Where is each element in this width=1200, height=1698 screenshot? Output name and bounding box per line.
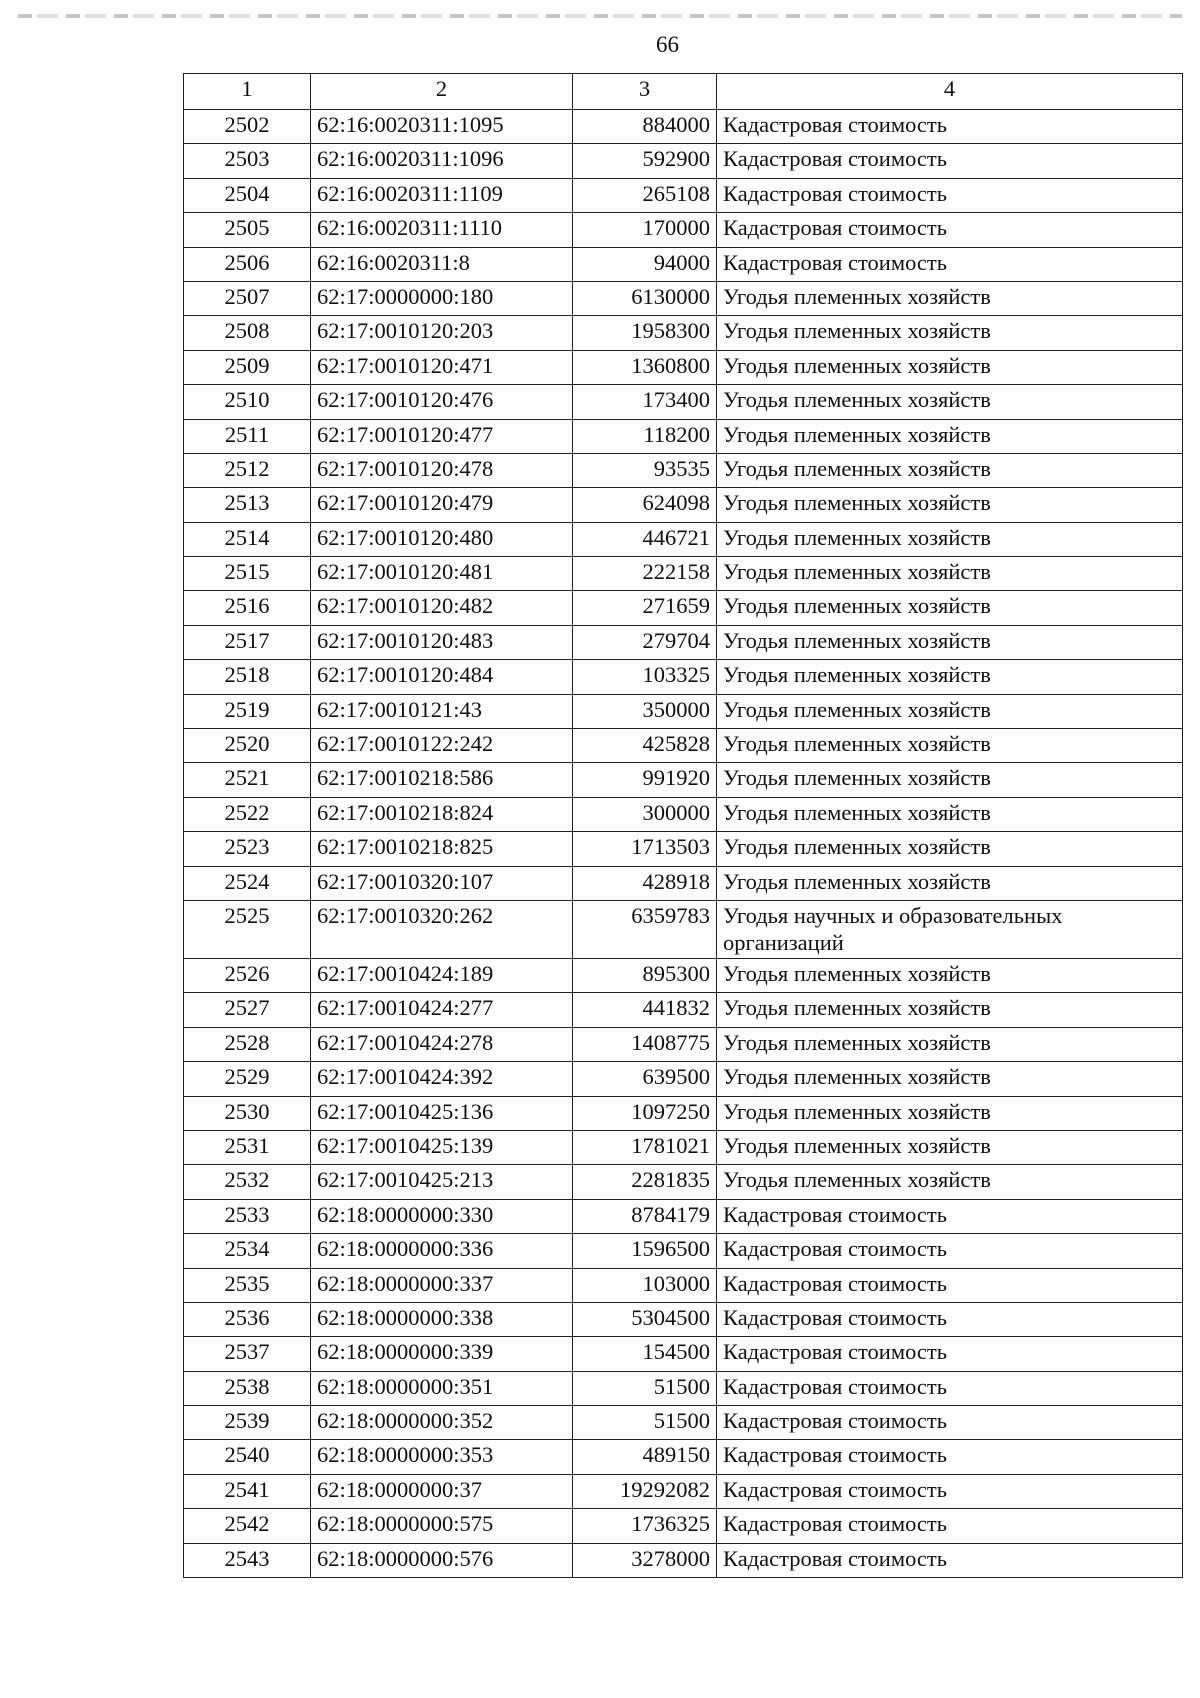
row-number-cell: 2513 xyxy=(184,488,311,522)
value-cell: 94000 xyxy=(573,247,717,281)
cadastral-number-cell: 62:17:0010120:483 xyxy=(311,625,573,659)
cadastral-number-cell: 62:17:0010424:278 xyxy=(311,1027,573,1061)
land-type-cell: Кадастровая стоимость xyxy=(717,1543,1183,1577)
cadastral-number-cell: 62:18:0000000:37 xyxy=(311,1474,573,1508)
row-number-cell: 2507 xyxy=(184,281,311,315)
table-row xyxy=(184,178,1183,212)
land-type-cell: Угодья племенных хозяйств xyxy=(717,866,1183,900)
table-row xyxy=(184,1062,1183,1096)
cadastral-number-cell: 62:16:0020311:8 xyxy=(311,247,573,281)
land-type-cell: Кадастровая стоимость xyxy=(717,213,1183,247)
table-row xyxy=(184,1406,1183,1440)
row-number-cell: 2542 xyxy=(184,1509,311,1543)
cadastral-number-cell: 62:17:0010218:825 xyxy=(311,832,573,866)
table-row xyxy=(184,1268,1183,1302)
row-number-cell: 2541 xyxy=(184,1474,311,1508)
row-number-cell: 2532 xyxy=(184,1165,311,1199)
row-number-cell: 2526 xyxy=(184,958,311,992)
land-type-cell: Угодья племенных хозяйств xyxy=(717,958,1183,992)
table-row xyxy=(184,522,1183,556)
value-cell: 425828 xyxy=(573,729,717,763)
table-row xyxy=(184,993,1183,1027)
cadastral-number-cell: 62:17:0010425:136 xyxy=(311,1096,573,1130)
table-row xyxy=(184,1474,1183,1508)
cadastral-number-cell: 62:17:0010120:479 xyxy=(311,488,573,522)
table-row xyxy=(184,832,1183,866)
table-row xyxy=(184,1543,1183,1577)
cadastral-number-cell: 62:17:0010424:392 xyxy=(311,1062,573,1096)
value-cell: 271659 xyxy=(573,591,717,625)
cadastral-number-cell: 62:16:0020311:1096 xyxy=(311,144,573,178)
table-row xyxy=(184,110,1183,144)
land-type-cell: Угодья племенных хозяйств xyxy=(717,419,1183,453)
table-header-row xyxy=(184,74,1183,110)
value-cell: 1408775 xyxy=(573,1027,717,1061)
column-header-2: 2 xyxy=(311,74,573,110)
value-cell: 173400 xyxy=(573,385,717,419)
value-cell: 895300 xyxy=(573,958,717,992)
row-number-cell: 2506 xyxy=(184,247,311,281)
table-body xyxy=(184,110,1183,1578)
row-number-cell: 2522 xyxy=(184,797,311,831)
row-number-cell: 2529 xyxy=(184,1062,311,1096)
value-cell: 1736325 xyxy=(573,1509,717,1543)
land-type-cell: Угодья племенных хозяйств xyxy=(717,1096,1183,1130)
land-type-cell: Угодья племенных хозяйств xyxy=(717,625,1183,659)
table-row xyxy=(184,1096,1183,1130)
land-type-cell: Кадастровая стоимость xyxy=(717,1337,1183,1371)
value-cell: 103325 xyxy=(573,660,717,694)
land-type-cell: Угодья племенных хозяйств xyxy=(717,694,1183,728)
row-number-cell: 2516 xyxy=(184,591,311,625)
value-cell: 19292082 xyxy=(573,1474,717,1508)
column-header-3: 3 xyxy=(573,74,717,110)
cadastral-number-cell: 62:17:0010425:139 xyxy=(311,1130,573,1164)
value-cell: 154500 xyxy=(573,1337,717,1371)
value-cell: 991920 xyxy=(573,763,717,797)
cadastral-number-cell: 62:17:0010424:189 xyxy=(311,958,573,992)
land-type-cell: Кадастровая стоимость xyxy=(717,1234,1183,1268)
value-cell: 1713503 xyxy=(573,832,717,866)
table-row xyxy=(184,1234,1183,1268)
land-type-cell: Кадастровая стоимость xyxy=(717,1371,1183,1405)
row-number-cell: 2505 xyxy=(184,213,311,247)
cadastral-number-cell: 62:17:0010120:477 xyxy=(311,419,573,453)
row-number-cell: 2540 xyxy=(184,1440,311,1474)
land-type-cell: Угодья племенных хозяйств xyxy=(717,729,1183,763)
value-cell: 51500 xyxy=(573,1371,717,1405)
table-row xyxy=(184,866,1183,900)
row-number-cell: 2514 xyxy=(184,522,311,556)
cadastral-number-cell: 62:18:0000000:337 xyxy=(311,1268,573,1302)
cadastral-number-cell: 62:17:0010320:107 xyxy=(311,866,573,900)
row-number-cell: 2527 xyxy=(184,993,311,1027)
table-row xyxy=(184,1130,1183,1164)
cadastral-number-cell: 62:18:0000000:352 xyxy=(311,1406,573,1440)
land-type-cell: Угодья племенных хозяйств xyxy=(717,453,1183,487)
value-cell: 5304500 xyxy=(573,1302,717,1336)
value-cell: 441832 xyxy=(573,993,717,1027)
table-row xyxy=(184,797,1183,831)
row-number-cell: 2533 xyxy=(184,1199,311,1233)
row-number-cell: 2534 xyxy=(184,1234,311,1268)
row-number-cell: 2519 xyxy=(184,694,311,728)
table-row xyxy=(184,419,1183,453)
cadastral-number-cell: 62:18:0000000:338 xyxy=(311,1302,573,1336)
table-row xyxy=(184,1199,1183,1233)
table-row xyxy=(184,1371,1183,1405)
column-header-1: 1 xyxy=(184,74,311,110)
value-cell: 6359783 xyxy=(573,900,717,958)
table-row xyxy=(184,488,1183,522)
value-cell: 6130000 xyxy=(573,281,717,315)
cadastral-number-cell: 62:17:0010218:586 xyxy=(311,763,573,797)
value-cell: 265108 xyxy=(573,178,717,212)
value-cell: 279704 xyxy=(573,625,717,659)
value-cell: 3278000 xyxy=(573,1543,717,1577)
land-type-cell: Угодья племенных хозяйств xyxy=(717,832,1183,866)
table-row xyxy=(184,316,1183,350)
value-cell: 1781021 xyxy=(573,1130,717,1164)
row-number-cell: 2518 xyxy=(184,660,311,694)
value-cell: 489150 xyxy=(573,1440,717,1474)
column-header-4: 4 xyxy=(717,74,1183,110)
table-row xyxy=(184,1337,1183,1371)
table-row xyxy=(184,350,1183,384)
cadastral-number-cell: 62:17:0010120:481 xyxy=(311,557,573,591)
row-number-cell: 2508 xyxy=(184,316,311,350)
table-row xyxy=(184,660,1183,694)
row-number-cell: 2503 xyxy=(184,144,311,178)
value-cell: 1958300 xyxy=(573,316,717,350)
cadastral-number-cell: 62:17:0010120:471 xyxy=(311,350,573,384)
cadastral-number-cell: 62:17:0010121:43 xyxy=(311,694,573,728)
row-number-cell: 2543 xyxy=(184,1543,311,1577)
value-cell: 884000 xyxy=(573,110,717,144)
table-row xyxy=(184,453,1183,487)
cadastral-number-cell: 62:18:0000000:330 xyxy=(311,1199,573,1233)
land-type-cell: Угодья племенных хозяйств xyxy=(717,316,1183,350)
row-number-cell: 2523 xyxy=(184,832,311,866)
row-number-cell: 2528 xyxy=(184,1027,311,1061)
cadastral-table xyxy=(183,73,1183,1578)
land-type-cell: Кадастровая стоимость xyxy=(717,1268,1183,1302)
land-type-cell: Угодья научных и образовательных организаций xyxy=(717,900,1183,958)
row-number-cell: 2515 xyxy=(184,557,311,591)
table-row xyxy=(184,1165,1183,1199)
land-type-cell: Кадастровая стоимость xyxy=(717,144,1183,178)
cadastral-number-cell: 62:17:0010425:213 xyxy=(311,1165,573,1199)
table-row xyxy=(184,281,1183,315)
row-number-cell: 2521 xyxy=(184,763,311,797)
cadastral-number-cell: 62:18:0000000:339 xyxy=(311,1337,573,1371)
cadastral-number-cell: 62:18:0000000:351 xyxy=(311,1371,573,1405)
value-cell: 350000 xyxy=(573,694,717,728)
value-cell: 118200 xyxy=(573,419,717,453)
table-row xyxy=(184,1509,1183,1543)
table-row xyxy=(184,1027,1183,1061)
cadastral-number-cell: 62:17:0010120:203 xyxy=(311,316,573,350)
row-number-cell: 2524 xyxy=(184,866,311,900)
land-type-cell: Кадастровая стоимость xyxy=(717,247,1183,281)
land-type-cell: Угодья племенных хозяйств xyxy=(717,993,1183,1027)
row-number-cell: 2509 xyxy=(184,350,311,384)
cadastral-number-cell: 62:17:0010120:482 xyxy=(311,591,573,625)
value-cell: 300000 xyxy=(573,797,717,831)
row-number-cell: 2525 xyxy=(184,900,311,958)
cadastral-number-cell: 62:17:0010120:480 xyxy=(311,522,573,556)
table-row xyxy=(184,385,1183,419)
table-row xyxy=(184,900,1183,958)
cadastral-number-cell: 62:17:0000000:180 xyxy=(311,281,573,315)
value-cell: 592900 xyxy=(573,144,717,178)
cadastral-number-cell: 62:18:0000000:353 xyxy=(311,1440,573,1474)
row-number-cell: 2517 xyxy=(184,625,311,659)
value-cell: 222158 xyxy=(573,557,717,591)
table-row xyxy=(184,958,1183,992)
row-number-cell: 2538 xyxy=(184,1371,311,1405)
row-number-cell: 2504 xyxy=(184,178,311,212)
cadastral-number-cell: 62:16:0020311:1095 xyxy=(311,110,573,144)
land-type-cell: Кадастровая стоимость xyxy=(717,1474,1183,1508)
value-cell: 428918 xyxy=(573,866,717,900)
land-type-cell: Кадастровая стоимость xyxy=(717,1440,1183,1474)
value-cell: 624098 xyxy=(573,488,717,522)
value-cell: 1097250 xyxy=(573,1096,717,1130)
land-type-cell: Угодья племенных хозяйств xyxy=(717,488,1183,522)
table-row xyxy=(184,729,1183,763)
table-row xyxy=(184,591,1183,625)
table-row xyxy=(184,144,1183,178)
row-number-cell: 2510 xyxy=(184,385,311,419)
value-cell: 1596500 xyxy=(573,1234,717,1268)
cadastral-number-cell: 62:17:0010218:824 xyxy=(311,797,573,831)
row-number-cell: 2530 xyxy=(184,1096,311,1130)
value-cell: 170000 xyxy=(573,213,717,247)
cadastral-number-cell: 62:18:0000000:575 xyxy=(311,1509,573,1543)
land-type-cell: Угодья племенных хозяйств xyxy=(717,1027,1183,1061)
land-type-cell: Угодья племенных хозяйств xyxy=(717,591,1183,625)
land-type-cell: Кадастровая стоимость xyxy=(717,110,1183,144)
row-number-cell: 2539 xyxy=(184,1406,311,1440)
value-cell: 51500 xyxy=(573,1406,717,1440)
land-type-cell: Угодья племенных хозяйств xyxy=(717,281,1183,315)
table-row xyxy=(184,213,1183,247)
row-number-cell: 2537 xyxy=(184,1337,311,1371)
cadastral-number-cell: 62:17:0010122:242 xyxy=(311,729,573,763)
table-row xyxy=(184,1302,1183,1336)
cadastral-number-cell: 62:16:0020311:1110 xyxy=(311,213,573,247)
cadastral-number-cell: 62:17:0010424:277 xyxy=(311,993,573,1027)
land-type-cell: Угодья племенных хозяйств xyxy=(717,350,1183,384)
land-type-cell: Угодья племенных хозяйств xyxy=(717,660,1183,694)
row-number-cell: 2535 xyxy=(184,1268,311,1302)
cadastral-number-cell: 62:17:0010120:476 xyxy=(311,385,573,419)
value-cell: 446721 xyxy=(573,522,717,556)
land-type-cell: Угодья племенных хозяйств xyxy=(717,1165,1183,1199)
row-number-cell: 2536 xyxy=(184,1302,311,1336)
table-row xyxy=(184,1440,1183,1474)
land-type-cell: Угодья племенных хозяйств xyxy=(717,1062,1183,1096)
scan-artifact-line xyxy=(18,14,1182,18)
table-row xyxy=(184,763,1183,797)
row-number-cell: 2512 xyxy=(184,453,311,487)
table-row xyxy=(184,625,1183,659)
value-cell: 103000 xyxy=(573,1268,717,1302)
land-type-cell: Кадастровая стоимость xyxy=(717,178,1183,212)
land-type-cell: Угодья племенных хозяйств xyxy=(717,557,1183,591)
table-row xyxy=(184,557,1183,591)
land-type-cell: Кадастровая стоимость xyxy=(717,1509,1183,1543)
cadastral-number-cell: 62:17:0010320:262 xyxy=(311,900,573,958)
page-number: 66 xyxy=(656,32,679,57)
land-type-cell: Кадастровая стоимость xyxy=(717,1406,1183,1440)
land-type-cell: Кадастровая стоимость xyxy=(717,1199,1183,1233)
row-number-cell: 2531 xyxy=(184,1130,311,1164)
cadastral-number-cell: 62:16:0020311:1109 xyxy=(311,178,573,212)
land-type-cell: Угодья племенных хозяйств xyxy=(717,797,1183,831)
value-cell: 1360800 xyxy=(573,350,717,384)
table-row xyxy=(184,247,1183,281)
cadastral-number-cell: 62:18:0000000:576 xyxy=(311,1543,573,1577)
row-number-cell: 2502 xyxy=(184,110,311,144)
land-type-cell: Угодья племенных хозяйств xyxy=(717,763,1183,797)
cadastral-number-cell: 62:18:0000000:336 xyxy=(311,1234,573,1268)
cadastral-number-cell: 62:17:0010120:478 xyxy=(311,453,573,487)
land-type-cell: Угодья племенных хозяйств xyxy=(717,522,1183,556)
value-cell: 8784179 xyxy=(573,1199,717,1233)
row-number-cell: 2520 xyxy=(184,729,311,763)
value-cell: 639500 xyxy=(573,1062,717,1096)
value-cell: 93535 xyxy=(573,453,717,487)
land-type-cell: Угодья племенных хозяйств xyxy=(717,385,1183,419)
land-type-cell: Кадастровая стоимость xyxy=(717,1302,1183,1336)
value-cell: 2281835 xyxy=(573,1165,717,1199)
land-type-cell: Угодья племенных хозяйств xyxy=(717,1130,1183,1164)
table-row xyxy=(184,694,1183,728)
cadastral-number-cell: 62:17:0010120:484 xyxy=(311,660,573,694)
row-number-cell: 2511 xyxy=(184,419,311,453)
